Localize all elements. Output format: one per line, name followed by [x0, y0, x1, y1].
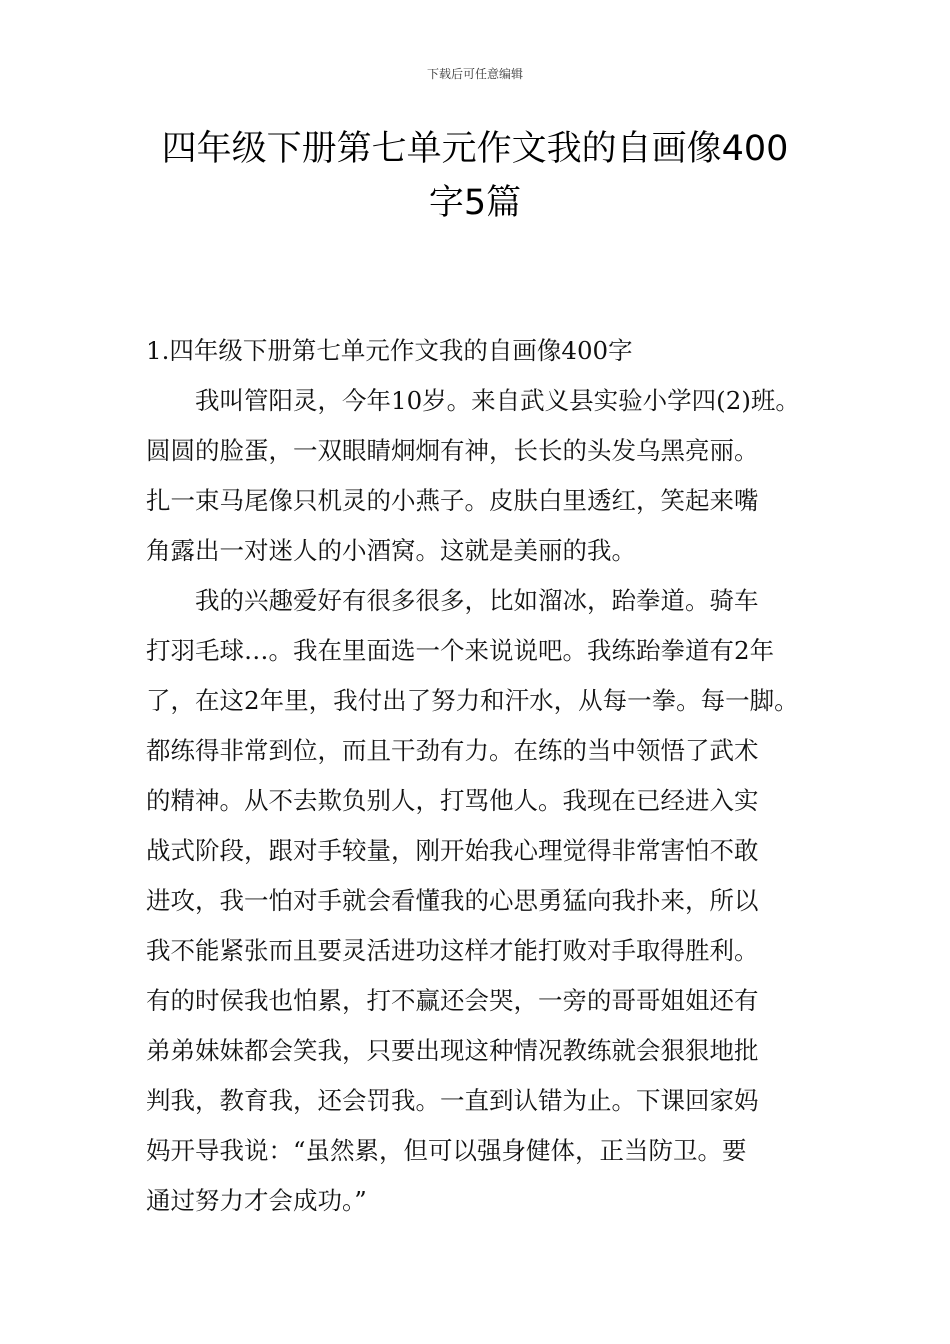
paragraph-2-line-5: 的精神。从不去欺负别人，打骂他人。我现在已经进入实: [146, 786, 759, 815]
paragraph-2-line-12: 妈开导我说：“虽然累，但可以强身健体，正当防卫。要: [146, 1136, 747, 1165]
document-body: [146, 326, 826, 1226]
paragraph-2-line-7: 进攻，我一怕对手就会看懂我的心思勇猛向我扑来，所以: [146, 886, 759, 915]
paragraph-1-line-3: 扎一束马尾像只机灵的小燕子。皮肤白里透红，笑起来嘴: [146, 486, 759, 515]
paragraph-2-line-2: 打羽毛球…。我在里面选一个来说说吧。我练跆拳道有2年: [146, 636, 775, 665]
paragraph-2-line-6: 战式阶段，跟对手较量，刚开始我心理觉得非常害怕不敢: [146, 836, 759, 865]
paragraph-2-line-13: 通过努力才会成功。”: [146, 1186, 367, 1215]
section-heading: 1.四年级下册第七单元作文我的自画像400字: [146, 336, 633, 365]
paragraph-1-line-2: 圆圆的脸蛋，一双眼睛炯炯有神，长长的头发乌黑亮丽。: [146, 436, 759, 465]
paragraph-2-line-9: 有的时侯我也怕累，打不赢还会哭，一旁的哥哥姐姐还有: [146, 986, 759, 1015]
paragraph-2-line-1: 我的兴趣爱好有很多很多，比如溜冰，跆拳道。骑车: [195, 586, 759, 615]
title-line-2: 字5篇: [428, 183, 522, 223]
title-line-1: 四年级下册第七单元作文我的自画像400: [161, 129, 789, 169]
document-title: [0, 122, 950, 230]
paragraph-2-line-10: 弟弟妹妹都会笑我，只要出现这种情况教练就会狠狠地批: [146, 1036, 759, 1065]
header-note: 下载后可任意编辑: [426, 67, 523, 81]
paragraph-2-line-3: 了，在这2年里，我付出了努力和汗水，从每一拳。每一脚。: [146, 686, 799, 715]
paragraph-2-line-8: 我不能紧张而且要灵活进功这样才能打败对手取得胜利。: [146, 936, 759, 965]
paragraph-2-line-11: 判我，教育我，还会罚我。一直到认错为止。下课回家妈: [146, 1086, 759, 1115]
paragraph-2-line-4: 都练得非常到位，而且干劲有力。在练的当中领悟了武术: [146, 736, 759, 765]
paragraph-1-line-1: 我叫管阳灵，今年10岁。来自武义县实验小学四(2)班。: [195, 386, 800, 415]
paragraph-1-line-4: 角露出一对迷人的小酒窝。这就是美丽的我。: [146, 536, 636, 565]
